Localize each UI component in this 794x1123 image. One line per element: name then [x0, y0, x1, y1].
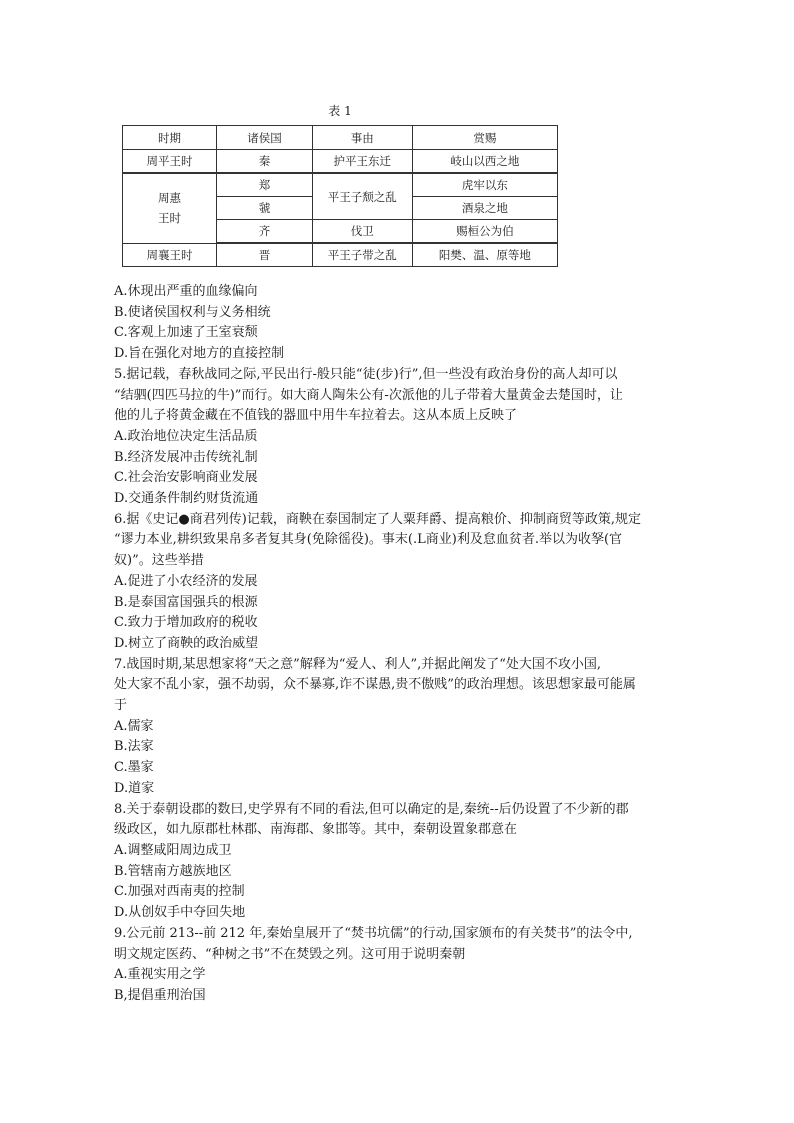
question-7-text: 处大家不乱小家，强不劫弱，众不暴寡,诈不谋愚,贵不傲贱”的政治理想。该思想家最可能属 — [114, 677, 636, 693]
table-row — [123, 150, 558, 174]
cell-reward: 酒泉之地 — [412, 197, 557, 220]
question-5-text: 他的儿子将黄金藏在不值钱的器皿中用牛车拉着去。这从本质上反映了 — [114, 408, 518, 424]
header-reason: 事由 — [312, 126, 412, 150]
option-line: B.使诸侯国权利与义务相统 — [114, 304, 271, 320]
option-line: D.树立了商鞅的政治威望 — [114, 635, 259, 651]
question-6-text: 奴)”。这些举措 — [114, 553, 204, 569]
cell-reward: 赐桓公为伯 — [412, 220, 557, 244]
cell-period-merged — [123, 173, 217, 243]
cell-reason: 伐卫 — [312, 220, 412, 244]
option-line: C.社会治安影响商业发展 — [114, 470, 258, 486]
question-7-text: 7.战国时期,某思想家将“天之意”解释为“爱人、利人”,并据此阐发了“处大国不攻小国, — [114, 656, 602, 672]
cell-period: 周襄王时 — [123, 243, 217, 267]
table-header-row — [123, 126, 558, 150]
cell-reason: 平王子带之乱 — [312, 243, 412, 267]
table-caption: 表 1 — [328, 104, 352, 118]
header-reward: 赏赐 — [412, 126, 557, 150]
option-line: B.是泰国富国强兵的根源 — [114, 594, 258, 610]
cell-state: 晋 — [217, 243, 313, 267]
cell-reward: 岐山以西之地 — [412, 150, 557, 174]
option-line: A.儒家 — [114, 718, 154, 734]
option-line: C.墨家 — [114, 760, 154, 776]
option-line: C.加强对西南夷的控制 — [114, 884, 245, 900]
option-line: D.从创奴手中夺回失地 — [114, 905, 246, 921]
option-line: A.重视实用之学 — [114, 967, 206, 983]
cell-period: 周平王时 — [123, 150, 217, 174]
question-9-text: 明文规定医药、“种树之书”不在焚毁之列。这可用于说明秦朝 — [114, 946, 466, 962]
table-row — [123, 173, 558, 197]
header-state: 诸侯国 — [217, 126, 313, 150]
option-line: D.交通条件制约财货流通 — [114, 491, 259, 507]
option-line: B.管辖南方越族地区 — [114, 863, 232, 879]
question-5-text: 5.据记载，春秋战同之际,平民出行-般只能“徒(步)行”,但一些没有政治身份的高人却可以 — [114, 366, 618, 382]
question-9-text: 9.公元前 213--前 212 年,秦始皇展开了“焚书坑儒”的行动,国家颁布的有关焚书”的法令中, — [114, 925, 633, 941]
question-6-text: “谬力本业,耕织致果帛多者复其身(免除徭役)。事末(.L商业)利及怠血贫者.举以为收孥(官 — [114, 532, 623, 548]
cell-reward: 阳樊、温、原等地 — [412, 243, 557, 267]
cell-state: 郑 — [217, 173, 313, 197]
option-line: A.休现出严重的血缘偏向 — [114, 284, 258, 299]
option-line: D.旨在强化对地方的直接控制 — [114, 346, 285, 362]
option-line: B.经济发展冲击传统礼制 — [114, 449, 258, 465]
cell-reward: 虎牢以东 — [412, 173, 557, 197]
cell-period-text: 周惠王时 — [158, 191, 182, 226]
question-8-text: 8.关于泰朝设郡的数曰,史学界有不同的看法,但可以确定的是,秦统--后仍设置了不少新的郡 — [114, 801, 629, 817]
option-line: D.道家 — [114, 780, 155, 796]
header-period: 时期 — [123, 126, 217, 150]
cell-state: 秦 — [217, 150, 313, 174]
cell-state: 齐 — [217, 220, 313, 244]
cell-reason: 护平王东迁 — [312, 150, 412, 174]
rewards-table — [122, 125, 558, 267]
question-7-text: 于 — [114, 698, 128, 714]
question-text-block — [114, 282, 674, 1007]
option-line: B.法家 — [114, 739, 154, 755]
option-line: A.促进了小农经济的发展 — [114, 573, 258, 589]
table-row — [123, 243, 558, 267]
question-8-text: 级政区，如九原郡杜林郡、南海郡、象邯等。其中，秦朝设置象郡意在 — [114, 822, 518, 838]
option-line: B,提倡重刑治国 — [114, 987, 206, 1003]
option-line: C.致力于增加政府的税收 — [114, 615, 258, 631]
question-5-text: “结驷(四匹马拉的牛)”而行。如大商人陶朱公有-次派他的儿子带着大量黄金去楚国时，让 — [114, 387, 623, 403]
option-line: C.客观上加速了王室衰颓 — [114, 325, 258, 341]
cell-reason-merged: 平王子颓之乱 — [312, 173, 412, 220]
question-6-text: 6.据《史记●商君列传)记载，商鞅在泰国制定了人粟拜爵、提高粮价、抑制商贸等政策,规定 — [114, 511, 641, 527]
cell-state: 虢 — [217, 197, 313, 220]
option-line: A.政治地位决定生活品质 — [114, 428, 258, 444]
option-line: A.调整咸阳周边成卫 — [114, 842, 232, 858]
